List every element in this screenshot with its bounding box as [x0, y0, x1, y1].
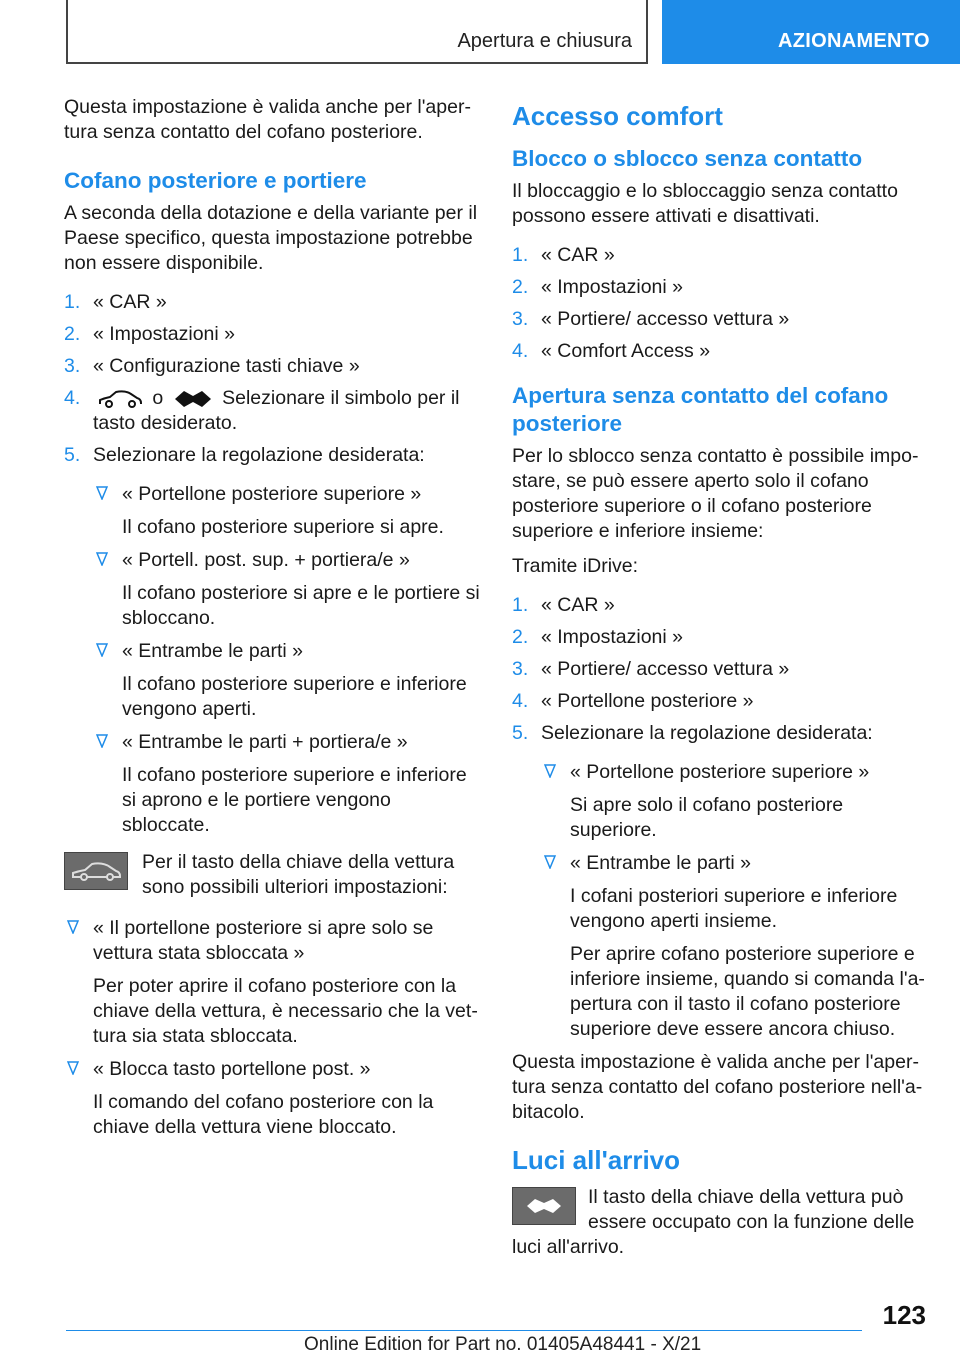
list-item [64, 1057, 480, 1140]
triangle-bullet-icon [96, 486, 108, 500]
option-label: « Entrambe le parti » [570, 852, 752, 874]
step-number: 5. [64, 444, 81, 466]
step-text: « Impostazioni » [541, 276, 683, 298]
list-item [512, 625, 928, 650]
list-item [512, 657, 928, 682]
list-item [64, 916, 480, 1049]
list-item [512, 689, 928, 714]
list-item [64, 443, 480, 838]
step-text: « Portellone posteriore » [541, 690, 754, 712]
option-desc: I cofani posteriori superiore e inferiore vengono aperti insieme. [570, 885, 898, 932]
option-desc: Il comando del cofano posteriore con la chiave della vettura viene bloccato. [93, 1091, 434, 1138]
page-number: 123 [882, 1300, 926, 1330]
note-text: Per il tasto della chiave della vettura sono possibili ulteriori impostazioni: [142, 851, 455, 898]
section-text: A seconda della dotazione e della variante per il Paese specifico, questa impostazione potrebbe non essere disponibile. [64, 202, 478, 274]
key-note [64, 850, 480, 900]
triangle-bullet-icon [544, 855, 556, 869]
option-desc: Per aprire cofano posteriore superiore e inferiore insieme, quando si comanda l'apertura con il tasto il cofano posteriore superiore deve essere ancora chiuso. [570, 943, 925, 1040]
luci-note [512, 1185, 928, 1260]
list-item [512, 307, 928, 332]
intro-text: Questa impostazione è valida anche per l'apertura senza contatto del cofano posteriore. [64, 96, 471, 143]
step-number: 2. [512, 276, 529, 298]
or-text: o [152, 387, 164, 409]
list-item [64, 386, 480, 436]
option-desc: Il cofano posteriore si apre e le portiere si sbloccano. [122, 582, 480, 629]
car-outline-icon [97, 388, 143, 410]
more-options-list [64, 916, 480, 1140]
option-label: « Portellone posteriore superiore » [122, 483, 422, 505]
list-item [93, 639, 480, 722]
option-label: « Il portellone posteriore si apre solo se vettura stata sbloccata » [93, 917, 434, 964]
list-item [541, 851, 928, 1042]
step-number: 3. [512, 658, 529, 680]
steps-list [512, 243, 928, 364]
after-text: Questa impostazione è valida anche per l'apertura senza contatto del cofano posteriore nell'abitacolo. [512, 1051, 923, 1123]
step-text: « CAR » [541, 244, 615, 266]
section-title: Luci all'arrivo [512, 1145, 681, 1175]
list-item [93, 548, 480, 631]
list-item [64, 290, 480, 315]
triangle-bullet-icon [96, 734, 108, 748]
list-item [512, 593, 928, 618]
option-label: « Portellone posteriore superiore » [570, 761, 870, 783]
diamond-key-icon [512, 1187, 576, 1225]
option-label: « Entrambe le parti » [122, 640, 304, 662]
step-text: « Configurazione tasti chiave » [93, 355, 360, 377]
via-text: Tramite iDrive: [512, 555, 639, 577]
triangle-bullet-icon [67, 1061, 79, 1075]
triangle-bullet-icon [96, 643, 108, 657]
option-desc: Il cofano posteriore superiore e inferiore vengono aperti. [122, 673, 467, 720]
option-label: « Entrambe le parti + portiera/e » [122, 731, 408, 753]
footer-edition: Online Edition for Part no. 01405A48441 - X/21 [304, 1334, 702, 1355]
option-label: « Blocca tasto portellone post. » [93, 1058, 371, 1080]
step-text: « CAR » [541, 594, 615, 616]
list-item [512, 339, 928, 364]
step-number: 2. [64, 323, 81, 345]
section-title: Accesso comfort [512, 101, 723, 131]
step-number: 5. [512, 722, 529, 744]
subsection-title: Blocco o sblocco senza contatto [512, 146, 863, 171]
step-text: Selezionare il simbolo per il tasto desiderato. [93, 387, 460, 434]
list-item [93, 482, 480, 540]
list-item [512, 721, 928, 1042]
option-desc: Il cofano posteriore superiore si apre. [122, 516, 444, 538]
subsection-text: Per lo sblocco senza contatto è possibile impostare, se può essere aperto solo il cofano posteriore superiore o il cofano posteriore superiore e inferiore insieme: [512, 445, 919, 542]
list-item [541, 760, 928, 843]
step-number: 4. [64, 387, 81, 409]
section-title: Cofano posteriore e portiere [64, 168, 367, 193]
list-item [512, 275, 928, 300]
diamond-key-icon [173, 388, 213, 410]
triangle-bullet-icon [544, 764, 556, 778]
step-text: Selezionare la regolazione desiderata: [93, 444, 425, 466]
left-column [64, 95, 480, 1148]
option-desc: Si apre solo il cofano posteriore superiore. [570, 794, 844, 841]
step-number: 4. [512, 340, 529, 362]
step-text: « Comfort Access » [541, 340, 711, 362]
option-desc: Per poter aprire il cofano posteriore con la chiave della vettura, è necessario che la vettura sia stata sbloccata. [93, 975, 478, 1047]
step-text: « Portiere/ accesso vettura » [541, 308, 790, 330]
list-item [93, 730, 480, 838]
list-item [512, 243, 928, 268]
option-desc: Il cofano posteriore superiore e inferiore si aprono e le portiere vengono sbloccate. [122, 764, 467, 836]
triangle-bullet-icon [67, 920, 79, 934]
options-list [541, 760, 928, 1042]
list-item [64, 354, 480, 379]
step-number: 3. [512, 308, 529, 330]
option-label: « Portell. post. sup. + portiera/e » [122, 549, 410, 571]
step-text: Selezionare la regolazione desiderata: [541, 722, 873, 744]
step-number: 1. [64, 291, 81, 313]
triangle-bullet-icon [96, 552, 108, 566]
step-number: 1. [512, 594, 529, 616]
step-text: « Impostazioni » [541, 626, 683, 648]
subsection-title: Apertura senza contatto del cofano posteriore [512, 383, 889, 436]
car-key-icon [64, 852, 128, 890]
step-text: « Impostazioni » [93, 323, 235, 345]
list-item [64, 322, 480, 347]
step-number: 4. [512, 690, 529, 712]
steps-list [64, 290, 480, 838]
section-badge: AZIONAMENTO [662, 0, 960, 64]
step-number: 3. [64, 355, 81, 377]
subsection-text: Il bloccaggio e lo sbloccaggio senza contatto possono essere attivati e disattivati. [512, 180, 898, 227]
step-number: 1. [512, 244, 529, 266]
header-frame [66, 0, 648, 64]
step-number: 2. [512, 626, 529, 648]
step-text: « Portiere/ accesso vettura » [541, 658, 790, 680]
right-column [512, 95, 928, 1276]
steps-list [512, 593, 928, 1042]
step-text: « CAR » [93, 291, 167, 313]
header-title: Apertura e chiusura [457, 30, 632, 52]
note-text: Il tasto della chiave della vettura può essere occupato con la funzione delle luci all'arrivo. [512, 1186, 915, 1258]
options-list [93, 482, 480, 838]
footer-divider [66, 1330, 862, 1331]
